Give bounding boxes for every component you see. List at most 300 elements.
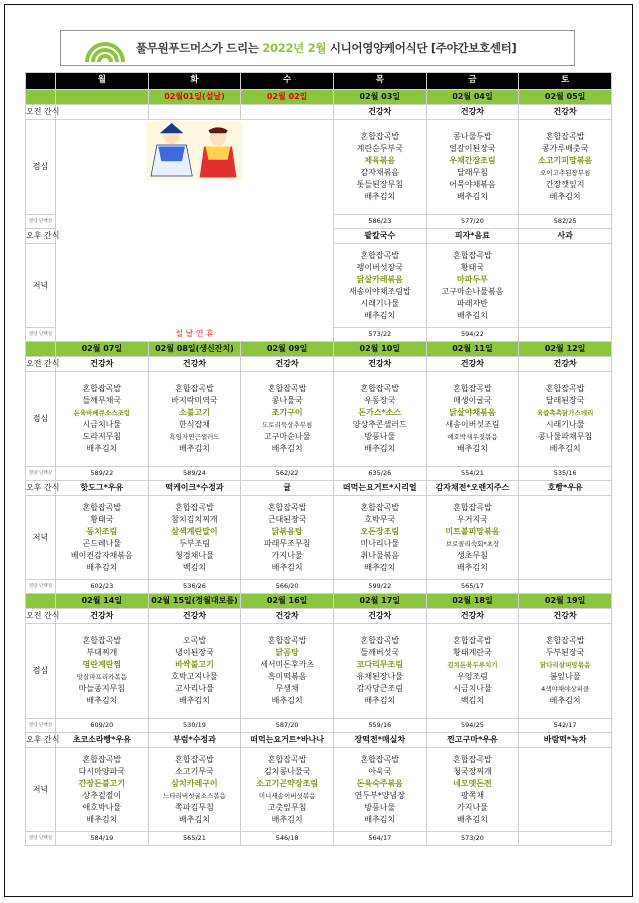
nutrition-cell: 573/22 [333, 328, 426, 342]
menu-item: 들깨버섯국 [360, 648, 400, 657]
afternoon-snack-cell: 장떡전*매실차 [333, 733, 426, 748]
afternoon-snack-cell: 호빵*우유 [519, 481, 612, 496]
afternoon-snack-cell: 떠먹는요거트*바나나 [241, 733, 334, 748]
nutrition-cell: 542/17 [519, 719, 612, 733]
day-header: 토 [519, 73, 612, 90]
nutrition-cell: 565/21 [148, 832, 241, 846]
menu-table [25, 72, 612, 846]
morning-snack-cell: 건강차 [56, 609, 149, 624]
menu-item: 코다리무조림 [356, 660, 403, 669]
nutrition-cell: 546/18 [241, 832, 334, 846]
dinner-menu-cell [426, 748, 519, 832]
menu-item: 배추김치 [271, 814, 303, 824]
morning-snack-cell: 건강차 [519, 357, 612, 372]
menu-item: 배추김치 [456, 814, 488, 824]
menu-item: 바지락미역국 [171, 396, 218, 405]
menu-item: 배추김치 [456, 192, 488, 201]
menu-item: 가지나물 [271, 550, 303, 560]
menu-item: 배추김치 [364, 310, 396, 320]
menu-item: 달래된장국 [545, 396, 585, 405]
menu-item: 혼합잡곡밥 [545, 132, 585, 141]
date-cell: 02월 02일 [241, 90, 334, 105]
menu-item: 혼합잡곡밥 [82, 636, 122, 645]
menu-item: 브로콜리숙회*초장 [445, 539, 500, 548]
menu-item: 혼합잡곡밥 [267, 502, 307, 512]
pulmuone-logo-icon [83, 34, 127, 64]
menu-item: 시래기나물 [360, 298, 400, 308]
menu-item: 근대된장국 [267, 514, 307, 524]
date-cell: 02월 11일 [426, 342, 519, 357]
menu-item: 매생이굴국 [453, 396, 492, 405]
dinner-menu-cell [519, 748, 612, 832]
menu-item: 배추김치 [549, 192, 581, 201]
day-header: 목 [333, 73, 426, 90]
menu-item: 간장돈불고기 [78, 778, 126, 788]
menu-item: 시금치나물 [453, 684, 492, 693]
menu-item: 동치조림 [86, 526, 118, 536]
dinner-menu-cell [333, 748, 426, 832]
nutrition-cell: 566/20 [241, 580, 334, 594]
menu-item: 무생채 [275, 684, 299, 693]
menu-item: 냉이된장국 [175, 648, 214, 657]
menu-item: 들깨무채국 [82, 396, 122, 405]
menu-item: 방풍나물 [364, 432, 396, 441]
nutrition-cell: 562/22 [241, 467, 334, 481]
menu-item: 제육볶음 [364, 156, 396, 165]
afternoon-snack-cell: 떠먹는요거트*시리얼 [333, 481, 426, 496]
day-header-row [26, 73, 612, 90]
nutrition-cell: 635/26 [333, 467, 426, 481]
menu-item: 혼합잡곡밥 [360, 636, 400, 645]
morning-snack-cell: 건강차 [148, 609, 241, 624]
lunch-menu-cell [56, 372, 149, 467]
menu-item: 혼합잡곡밥 [453, 502, 492, 512]
date-row-label [26, 594, 56, 609]
menu-item: 백김치 [460, 696, 485, 705]
title-year: 2022년 2월 [262, 41, 327, 55]
menu-item: 우동장국 [364, 396, 396, 405]
date-cell: 02월 10일 [333, 342, 426, 357]
nutrition-cell [519, 832, 612, 846]
menu-item: 배추김치 [364, 696, 396, 705]
afternoon-snack-label: 오후 간식 [26, 229, 56, 244]
nutrition-label: 열량 단백질 [26, 832, 56, 846]
nutrition-cell: 584/19 [56, 832, 149, 846]
menu-item: 애호박새우젓볶음 [447, 433, 498, 441]
dinner-label: 저녁 [26, 748, 56, 832]
menu-item: 상추겉절이 [82, 790, 122, 800]
lunch-label: 점심 [26, 372, 56, 467]
menu-item: 취나물볶음 [360, 550, 400, 560]
date-cell: 02월 19일 [519, 594, 612, 609]
title-suffix: 시니어영양케어식단 [주야간보호센터] [326, 41, 517, 55]
nutrition-cell: 530/19 [148, 719, 241, 733]
menu-item: 혼합잡곡밥 [453, 384, 492, 393]
lunch-label: 점심 [26, 624, 56, 719]
dinner-menu-cell [148, 496, 241, 580]
morning-snack-label: 오전 간식 [26, 609, 56, 624]
menu-item: 배추김치 [456, 444, 488, 453]
menu-item: 닭다리살피망볶음 [540, 661, 591, 669]
menu-item: 혼합잡곡밥 [360, 132, 400, 141]
menu-item: 배추김치 [86, 696, 118, 705]
menu-item: 혼합잡곡밥 [360, 502, 400, 512]
date-cell: 02월 18일 [426, 594, 519, 609]
menu-item: 아욱국 [368, 766, 392, 776]
menu-item: 호박고지나물 [171, 672, 218, 681]
menu-item: 배추김치 [271, 696, 303, 705]
menu-item: 배추김치 [364, 444, 396, 453]
menu-item: 유채된장나물 [356, 672, 403, 681]
menu-item: 계란순두부국 [356, 144, 403, 153]
afternoon-snack-cell: 사과 [519, 229, 612, 244]
menu-item: 봄잎나물 [549, 672, 581, 681]
menu-item: 황태국 [90, 514, 114, 524]
date-row-label [26, 90, 56, 105]
nutrition-cell: 536/26 [148, 580, 241, 594]
menu-item: 오돈장조림 [360, 526, 400, 536]
lunch-nutrition-row [26, 719, 612, 733]
afternoon-snack-cell: 초코소라빵*우유 [56, 733, 149, 748]
menu-item: 배추김치 [179, 444, 210, 453]
menu-item: 네모멧돈전 [453, 778, 492, 788]
nutrition-cell: 582/25 [519, 215, 612, 229]
menu-item: 미트볼피망볶음 [445, 526, 500, 536]
nutrition-cell: 594/22 [426, 328, 519, 342]
menu-item: 백김치 [182, 562, 207, 572]
afternoon-snack-cell: 피자*음료 [426, 229, 519, 244]
date-row [26, 594, 612, 609]
afternoon-snack-row [26, 733, 612, 748]
menu-item: 혼합잡곡밥 [175, 754, 214, 764]
date-cell: 02월01일(설날) [148, 90, 241, 105]
lunch-menu-cell [148, 624, 241, 719]
morning-snack-cell: 건강차 [519, 105, 612, 120]
menu-item: 생초무침 [456, 550, 488, 560]
menu-item: 배추김치 [456, 562, 488, 572]
nutrition-cell: 565/17 [426, 580, 519, 594]
menu-item: 바싹불고기 [175, 660, 214, 669]
menu-item: 시래기나물 [545, 420, 585, 429]
menu-item: 배추김치 [271, 444, 303, 453]
afternoon-snack-cell: 찐고구마*우유 [426, 733, 519, 748]
menu-item: 돈육바베큐소스조림 [73, 409, 131, 417]
menu-item: 혼합잡곡밥 [453, 250, 492, 260]
date-cell: 02월 15일(정월대보름) [148, 594, 241, 609]
menu-item: 소고기피망볶음 [538, 156, 593, 165]
morning-snack-cell: 건강차 [426, 105, 519, 120]
lunch-menu-cell [426, 120, 519, 215]
afternoon-snack-cell: 부럼*수정과 [148, 733, 241, 748]
menu-item: 간장깻잎지 [545, 180, 585, 189]
menu-item: 마파두부 [456, 274, 488, 284]
dinner-menu-cell [148, 748, 241, 832]
menu-item: 두부조림 [179, 538, 210, 548]
nutrition-cell: 573/20 [426, 832, 519, 846]
dinner-menu-cell [56, 748, 149, 832]
lunch-menu-cell [333, 372, 426, 467]
dinner-menu-cell [241, 748, 334, 832]
dinner-menu-cell [426, 244, 519, 328]
menu-item: 배추김치 [549, 444, 581, 453]
menu-item: 닭곰탕 [275, 648, 299, 657]
menu-item: 흑임자연근샐러드 [169, 433, 220, 441]
menu-item: 달래무침 [456, 168, 488, 177]
nutrition-cell: 586/23 [333, 215, 426, 229]
menu-item: 돈가스*소스 [358, 408, 402, 417]
menu-item: 부대찌개 [86, 648, 118, 657]
menu-item: 혼합잡곡밥 [82, 384, 122, 393]
dinner-menu-cell [241, 496, 334, 580]
menu-item: 팡쪽채 [460, 790, 485, 800]
morning-snack-cell: 건강차 [333, 609, 426, 624]
menu-item: 닭살야채볶음 [449, 408, 496, 417]
afternoon-snack-cell: 떡케이크*수정과 [148, 481, 241, 496]
menu-item: 김치돈육두루치기 [447, 661, 498, 669]
menu-item: 소고기곤약장조림 [256, 778, 319, 788]
menu-item: 오이고추된장무침 [540, 169, 591, 177]
menu-item: 베이컨감자채볶음 [70, 550, 133, 560]
day-header: 화 [148, 73, 241, 90]
menu-item: 혼합잡곡밥 [82, 502, 122, 512]
menu-item: 배추김치 [86, 814, 118, 824]
menu-item: 조기구이 [271, 408, 303, 417]
menu-item: 연두부*양념장 [354, 790, 405, 800]
menu-item: 콩나물파채무침 [538, 432, 593, 441]
header-banner [60, 30, 575, 66]
menu-item: 다시마양파국 [78, 766, 126, 776]
afternoon-snack-label: 오후 간식 [26, 481, 56, 496]
menu-item: 우거지국 [456, 514, 488, 524]
menu-item: 우엉조림 [456, 672, 488, 681]
morning-snack-cell: 건강차 [241, 609, 334, 624]
afternoon-snack-cell: 감자채전*오렌지주스 [426, 481, 519, 496]
menu-item: 삼치카레구이 [171, 778, 218, 788]
lunch-row [26, 372, 612, 467]
menu-item: 혼합잡곡밥 [267, 754, 307, 764]
dinner-nutrition-row [26, 580, 612, 594]
morning-snack-cell [56, 105, 149, 120]
holiday-text: 설 날 연 휴 [175, 328, 214, 338]
nutrition-cell: 587/20 [241, 719, 334, 733]
morning-snack-row [26, 105, 612, 120]
date-row-label [26, 342, 56, 357]
dinner-label: 저녁 [26, 244, 56, 328]
dinner-menu-cell [426, 496, 519, 580]
nutrition-cell: 602/23 [56, 580, 149, 594]
menu-item: 혼합잡곡밥 [360, 384, 400, 393]
nutrition-cell: 594/25 [426, 719, 519, 733]
morning-snack-row [26, 357, 612, 372]
dinner-menu-cell [333, 496, 426, 580]
afternoon-snack-cell: 핫도그*우유 [56, 481, 149, 496]
afternoon-snack-row [26, 481, 612, 496]
dinner-menu-cell [333, 244, 426, 328]
menu-item: 두부된장국 [545, 648, 585, 657]
menu-item: 고구마순나물 [263, 432, 311, 441]
dinner-label: 저녁 [26, 496, 56, 580]
menu-item: 닭볶음탕 [271, 526, 303, 536]
nutrition-label: 열량 단백질 [26, 215, 56, 229]
menu-item: 혼합잡곡밥 [267, 636, 307, 645]
menu-item: 배추김치 [549, 696, 581, 705]
morning-snack-row [26, 609, 612, 624]
menu-item: 감자당근조림 [356, 684, 403, 693]
menu-item: 김치콩나물국 [263, 766, 311, 776]
lunch-menu-cell [241, 372, 334, 467]
menu-item: 혼합잡곡밥 [453, 754, 492, 764]
menu-item: 황태계란국 [453, 648, 492, 657]
menu-item: 삼색계란말이 [171, 526, 218, 536]
date-cell: 02월 04일 [426, 90, 519, 105]
lunch-menu-cell [241, 624, 334, 719]
dinner-row [26, 496, 612, 580]
menu-item: 호박무국 [364, 514, 396, 524]
menu-item: 고사리나물 [175, 684, 214, 693]
menu-item: 혼합잡곡밥 [453, 636, 492, 645]
menu-item: 감자채볶음 [360, 168, 400, 177]
morning-snack-cell: 건강차 [148, 357, 241, 372]
day-header: 수 [241, 73, 334, 90]
menu-item: 애호박나물 [82, 802, 122, 812]
morning-snack-label: 오전 간식 [26, 357, 56, 372]
date-cell: 02월 14일 [56, 594, 149, 609]
lunch-menu-cell [519, 120, 612, 215]
menu-item: 쪽파김무침 [175, 802, 214, 812]
menu-item: 혼합잡곡밥 [545, 384, 585, 393]
nutrition-cell: 589/24 [148, 467, 241, 481]
menu-item: 방풍나물 [364, 802, 396, 812]
menu-item: 우채간장조림 [449, 156, 496, 165]
day-header: 월 [56, 73, 149, 90]
menu-item: 톳들된장무침 [356, 180, 403, 189]
menu-item: 혼합잡곡밥 [175, 502, 214, 512]
nutrition-label: 열량 단백질 [26, 580, 56, 594]
lunch-menu-cell [426, 624, 519, 719]
menu-item: 세서미돈후카츠 [260, 660, 315, 669]
menu-item: 배추김치 [86, 444, 118, 453]
date-cell: 02월 03일 [333, 90, 426, 105]
date-cell: 02월 16일 [241, 594, 334, 609]
menu-item: 콩가루배춧국 [541, 144, 589, 153]
nutrition-label: 열량 단백질 [26, 719, 56, 733]
menu-item: 얼갈이된장국 [449, 144, 496, 153]
menu-item: 팽이버섯장국 [356, 262, 403, 272]
date-row [26, 342, 612, 357]
morning-snack-cell: 건강차 [241, 357, 334, 372]
afternoon-snack-cell: 바람떡*녹차 [519, 733, 612, 748]
menu-item: 미나리나물 [360, 538, 400, 548]
menu-item: 곤드레나물 [82, 538, 122, 548]
menu-item: 콩나물두밥 [453, 132, 492, 141]
lunch-label: 점심 [26, 120, 56, 215]
menu-item: 새송이야채조림밥 [348, 286, 411, 296]
menu-item: 마늘종지무침 [78, 684, 126, 693]
date-cell: 02월 08일(생신잔치) [148, 342, 241, 357]
menu-item: 돈육숙주볶음 [356, 778, 403, 788]
menu-item: 고구마순나물볶음 [441, 286, 504, 296]
menu-item: 배추김치 [364, 814, 396, 824]
nutrition-cell: 554/21 [426, 467, 519, 481]
dinner-menu-cell [519, 496, 612, 580]
morning-snack-cell [241, 105, 334, 120]
lunch-menu-cell [426, 372, 519, 467]
date-cell: 02월 05일 [519, 90, 612, 105]
menu-item: 도라지무침 [82, 432, 122, 441]
menu-item: 혼합잡곡밥 [545, 636, 585, 645]
title-prefix: 풀무원푸드머스가 드리는 [136, 41, 263, 55]
lunch-menu-cell [519, 372, 612, 467]
lunch-menu-cell [333, 120, 426, 215]
menu-item: 흑미떡볶음 [267, 672, 307, 681]
menu-item: 어묵야채볶음 [449, 180, 496, 189]
nutrition-cell: 577/20 [426, 215, 519, 229]
afternoon-snack-label: 오후 간식 [26, 733, 56, 748]
nutrition-cell: 564/17 [333, 832, 426, 846]
menu-item: 맛살파프리카볶음 [76, 673, 127, 681]
nutrition-cell: 599/22 [333, 580, 426, 594]
lunch-menu-cell [148, 372, 241, 467]
menu-item: 배추김치 [179, 814, 210, 824]
morning-snack-cell: 건강차 [333, 105, 426, 120]
menu-item: 참치김치찌개 [171, 514, 218, 524]
nutrition-cell: 535/16 [519, 467, 612, 481]
menu-item: 배추김치 [86, 562, 118, 572]
menu-item: 시금치나물 [82, 420, 122, 429]
menu-item: 새송이버섯조림 [445, 420, 500, 429]
menu-item: 고춧잎무침 [267, 802, 307, 812]
menu-item: 콩나물국 [271, 396, 303, 405]
nutrition-label: 열량 단백질 [26, 467, 56, 481]
morning-snack-cell: 건강차 [426, 357, 519, 372]
menu-item: 느타리버섯굴소스볶음 [163, 791, 226, 800]
date-row [26, 90, 612, 105]
new-year-couple-illustration [56, 120, 333, 341]
nutrition-cell: 589/22 [56, 467, 149, 481]
dinner-menu-cell [56, 496, 149, 580]
menu-item: 혼합잡곡밥 [360, 754, 400, 764]
page-title [136, 40, 516, 56]
dinner-nutrition-row [26, 832, 612, 846]
holiday-cell [56, 120, 334, 342]
lunch-menu-cell [519, 624, 612, 719]
morning-snack-label: 오전 간식 [26, 105, 56, 120]
menu-item: 혼합잡곡밥 [360, 250, 400, 260]
lunch-menu-cell [333, 624, 426, 719]
menu-item: 오곡밥 [182, 636, 207, 645]
menu-item: 양상추콘샐러드 [352, 420, 407, 429]
corner-cell [26, 73, 56, 90]
menu-item: 배추김치 [271, 562, 303, 572]
nutrition-cell [519, 580, 612, 594]
menu-item: 가지나물 [456, 802, 488, 812]
afternoon-snack-cell: 귤 [241, 481, 334, 496]
menu-item: 청경채나물 [175, 550, 214, 560]
menu-item: 배추김치 [179, 696, 210, 705]
menu-item: 한식잡채 [179, 420, 210, 429]
date-cell: 02월 17일 [333, 594, 426, 609]
morning-snack-cell: 건강차 [426, 609, 519, 624]
menu-item: 파래자반 [456, 298, 488, 308]
lunch-row [26, 624, 612, 719]
menu-item: 육즙촉촉닭가스데리 [536, 409, 594, 417]
dinner-row [26, 748, 612, 832]
menu-item: 도토리묵상추무침 [262, 421, 313, 429]
day-header: 금 [426, 73, 519, 90]
menu-item: 4색야채야상피클 [541, 685, 590, 693]
lunch-nutrition-row [26, 467, 612, 481]
menu-item: 혼합잡곡밥 [267, 384, 307, 393]
